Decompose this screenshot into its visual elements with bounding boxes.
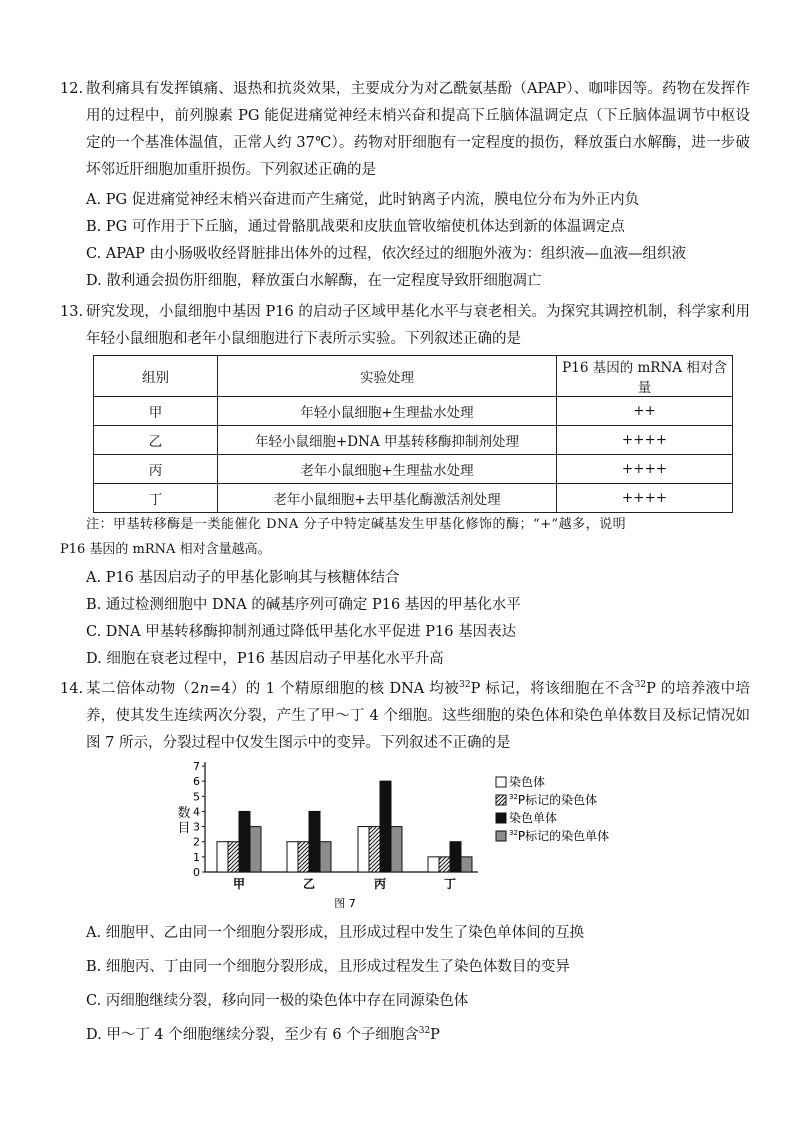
table-note-line2: P16 基因的 mRNA 相对含量越高。 [60,542,271,557]
x-tick-label: 乙 [302,877,316,891]
question-12 [60,76,750,184]
table-header-row [94,356,733,397]
question-number: 14. [60,681,84,697]
legend-label: $^{32}$P标记的染色单体 [509,829,610,843]
option-text: D. 甲～丁 4 个细胞继续分裂，至少有 6 个子细胞含 [86,1027,419,1043]
bar [391,827,402,872]
option-text: P [430,1027,440,1043]
table-cell: ++ [557,397,733,426]
table-cell: 年轻小鼠细胞+DNA 甲基转移酶抑制剂处理 [218,426,557,455]
option-a: A. 细胞甲、乙由同一个细胞分裂形成，且形成过程中发生了染色单体间的互换 [86,925,585,941]
option-b: B. 细胞丙、丁由同一个细胞分裂形成，且形成过程发生了染色体数目的变异 [86,959,570,975]
legend-label: 染色单体 [509,811,558,825]
option-c: C. APAP 由小肠吸收经肾脏排出体外的过程，依次经过的细胞外液为：组织液—血液—组织液 [86,246,687,262]
table-row [94,397,733,426]
question-stem: 研究发现，小鼠细胞中基因 P16 的启动子区域甲基化水平与衰老相关。为探究其调控机制，科学家利用年轻小鼠细胞和老年小鼠细胞进行下表所示实验。下列叙述正确的是 [86,304,750,347]
table-cell: 丙 [94,455,218,484]
bar [298,842,309,872]
y-tick-label: 0 [193,866,200,879]
bar [369,827,380,872]
isotope-sup: 32 [459,680,471,691]
question-stem [86,676,750,757]
legend-swatch [496,813,506,823]
y-tick-label: 5 [193,790,200,804]
table-note-line1: 注：甲基转移酶是一类能催化 DNA 分子中特定碱基发生甲基化修饰的酶；“+”越多，说明 [86,517,627,532]
isotope-sup: 32 [634,680,647,691]
stem-text: =4）的 1 个精原细胞的核 DNA 均被 [209,681,460,697]
table-header: 组别 [94,356,218,397]
table-header: P16 基因的 mRNA 相对含量 [557,356,733,397]
stem-text: 某二倍体动物（2 [86,681,200,697]
y-axis-label: 数 [177,806,191,821]
question-14 [60,676,750,757]
bar [309,811,320,872]
table-header: 实验处理 [218,356,557,397]
table-cell: 老年小鼠细胞+去甲基化酶激活剂处理 [218,484,557,513]
figure-7-chart [160,755,640,915]
option-d [86,1023,746,1047]
y-tick-label: 2 [193,835,200,849]
table-cell: 乙 [94,426,218,455]
option-c: C. DNA 甲基转移酶抑制剂通过降低甲基化水平促进 P16 基因表达 [86,624,517,640]
bar [450,842,461,872]
figure-caption: 图 7 [334,897,356,910]
y-tick-label: 1 [193,850,200,864]
x-tick-label: 丁 [443,877,457,891]
option-c: C. 丙细胞继续分裂，移向同一极的染色体中存在同源染色体 [86,993,469,1009]
bar [217,842,228,872]
legend-swatch [496,831,506,841]
y-tick-label: 4 [193,805,200,819]
table-cell: 甲 [94,397,218,426]
option-d: D. 细胞在衰老过程中，P16 基因启动子甲基化水平升高 [86,651,444,667]
bar [287,842,298,872]
bar [380,781,391,872]
isotope-sup: 32 [418,1026,431,1037]
legend-swatch [496,795,506,805]
bar [358,827,369,872]
question-stem: 散利痛具有发挥镇痛、退热和抗炎效果，主要成分为对乙酰氨基酚（APAP）、咖啡因等。药物在发挥作用的过程中，前列腺素 PG 能促进痛觉神经末梢兴奋和提高下丘脑体温调定点（下丘脑体温调节中枢设定的一个基准体温值，正常人约 37℃）。药物对肝细胞有一定程度的损伤，释放蛋白水解酶，进一步破坏邻近肝细胞加重肝损伤。下列叙述正确的是 [86,81,750,178]
bar [250,827,261,872]
y-axis-label: 目 [177,821,191,836]
bar [461,857,472,872]
option-d: D. 散利通会损伤肝细胞，释放蛋白水解酶，在一定程度导致肝细胞凋亡 [86,273,542,289]
question-number: 12. [60,81,84,97]
table-cell: 丁 [94,484,218,513]
table-cell: 年轻小鼠细胞+生理盐水处理 [218,397,557,426]
stem-text: P 的培养液中培养，使其发生连续两次分裂，产生了甲～丁 4 个细胞。这些细胞的染色体和染色单体数目及标记情况如图 7 所示，分裂过程中仅发生图示中的变异。下列叙述不正确的是 [86,681,750,751]
x-tick-label: 丙 [373,877,387,891]
y-tick-label: 6 [193,775,200,789]
question-13 [60,299,750,353]
option-a: A. P16 基因启动子的甲基化影响其与核糖体结合 [86,570,400,586]
legend-label: $^{32}$P标记的染色体 [509,793,598,807]
y-tick-label: 7 [193,760,200,773]
table-cell: ++++ [557,484,733,513]
table-row [94,426,733,455]
x-tick-label: 甲 [232,877,246,891]
y-tick-label: 3 [193,820,200,834]
stem-text: P 标记，将该细胞在不含 [470,681,635,697]
experiment-table [93,355,733,513]
table-row [94,484,733,513]
table-cell: ++++ [557,455,733,484]
option-b: B. 通过检测细胞中 DNA 的碱基序列可确定 P16 基因的甲基化水平 [86,597,521,613]
bar [428,857,439,872]
bar [320,842,331,872]
legend-label: 染色体 [509,775,546,789]
table-row [94,455,733,484]
bar [228,842,239,872]
stem-variable: n [199,681,210,697]
bar [239,811,250,872]
option-a: A. PG 促进痛觉神经末梢兴奋进而产生痛觉，此时钠离子内流，膜电位分布为外正内负 [86,192,640,208]
option-b: B. PG 可作用于下丘脑，通过骨骼肌战栗和皮肤血管收缩使机体达到新的体温调定点 [86,219,625,235]
question-number: 13. [60,304,84,320]
table-cell: ++++ [557,426,733,455]
table-cell: 老年小鼠细胞+生理盐水处理 [218,455,557,484]
legend-swatch [496,777,506,787]
bar [439,857,450,872]
